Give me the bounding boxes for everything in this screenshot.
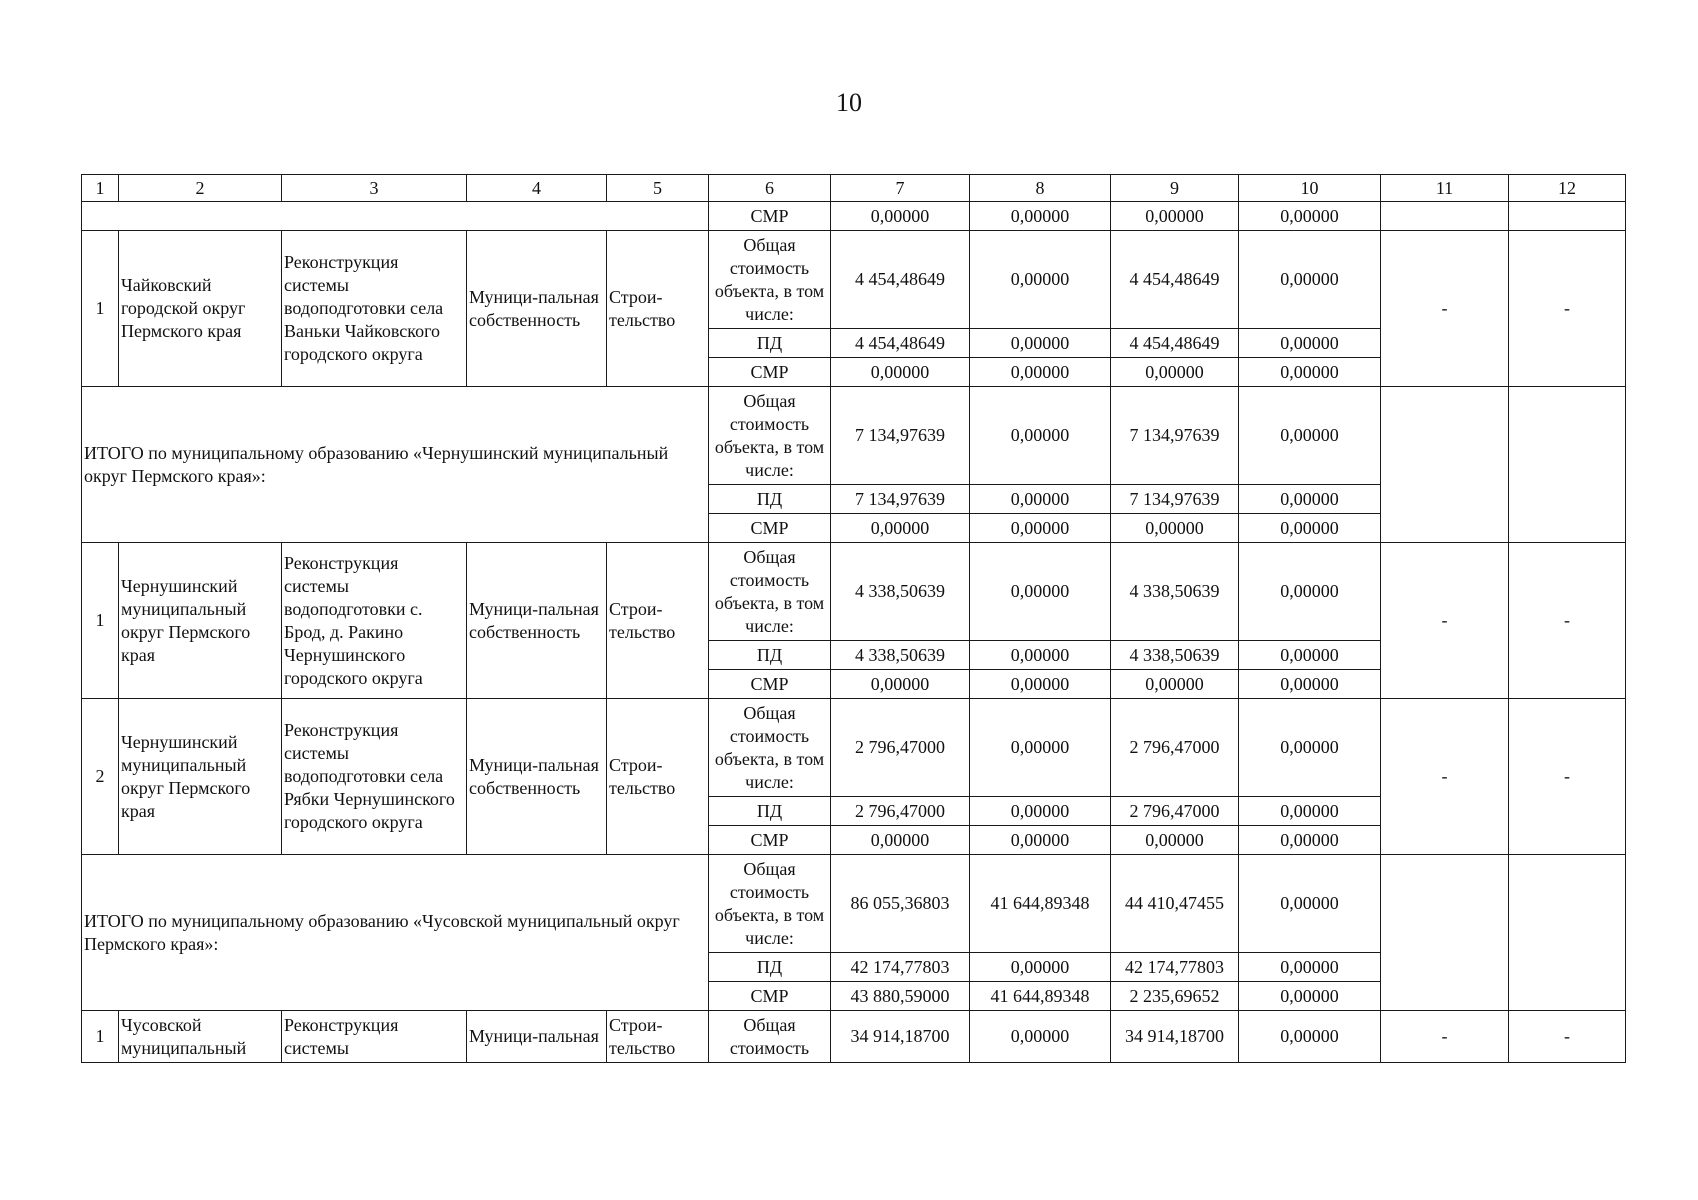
column-header: 3 xyxy=(282,175,467,202)
empty-cell xyxy=(1381,387,1509,543)
value-cell: 0,00000 xyxy=(1239,202,1381,231)
total-row xyxy=(82,855,1626,953)
value-cell: 4 454,48649 xyxy=(831,329,970,358)
total-cost-label: Общая стоимость объекта, в том числе: xyxy=(709,231,831,329)
dash-cell: - xyxy=(1381,231,1509,387)
object-row xyxy=(82,231,1626,329)
value-cell: 2 796,47000 xyxy=(1111,699,1239,797)
dash-cell: - xyxy=(1509,1011,1626,1063)
value-cell: 0,00000 xyxy=(1111,202,1239,231)
ownership-cell: Муници-пальная собственность xyxy=(467,543,607,699)
column-header: 4 xyxy=(467,175,607,202)
value-cell: 42 174,77803 xyxy=(1111,953,1239,982)
total-cost-label: Общая стоимость объекта, в том числе: xyxy=(709,387,831,485)
column-header: 5 xyxy=(607,175,709,202)
value-cell: 86 055,36803 xyxy=(831,855,970,953)
cost-type-cell: СМР xyxy=(709,358,831,387)
value-cell: 0,00000 xyxy=(970,641,1111,670)
total-label: ИТОГО по муниципальному образованию «Чернушинский муниципальный округ Пермского края»: xyxy=(82,387,709,543)
value-cell: 0,00000 xyxy=(970,329,1111,358)
value-cell: 0,00000 xyxy=(1239,641,1381,670)
municipality-cell: Чернушинский муниципальный округ Пермского края xyxy=(119,699,282,855)
value-cell: 0,00000 xyxy=(970,485,1111,514)
value-cell: 34 914,18700 xyxy=(831,1011,970,1063)
value-cell: 0,00000 xyxy=(1111,670,1239,699)
cost-type-cell: СМР xyxy=(709,202,831,231)
column-number-row xyxy=(82,175,1626,202)
value-cell: 0,00000 xyxy=(1111,514,1239,543)
value-cell: 0,00000 xyxy=(1239,855,1381,953)
value-cell: 4 338,50639 xyxy=(831,543,970,641)
value-cell: 0,00000 xyxy=(1111,826,1239,855)
value-cell: 0,00000 xyxy=(1239,982,1381,1011)
column-header: 7 xyxy=(831,175,970,202)
value-cell: 0,00000 xyxy=(831,202,970,231)
continuation-blank xyxy=(82,202,709,231)
cost-type-cell: СМР xyxy=(709,514,831,543)
value-cell: 4 454,48649 xyxy=(1111,231,1239,329)
value-cell: 7 134,97639 xyxy=(831,387,970,485)
value-cell: 0,00000 xyxy=(970,202,1111,231)
value-cell: 7 134,97639 xyxy=(1111,485,1239,514)
empty-cell xyxy=(1381,202,1509,231)
total-cost-label: Общая стоимость объекта, в том числе: xyxy=(709,699,831,797)
total-cost-label: Общая стоимость объекта, в том числе: xyxy=(709,855,831,953)
cost-type-cell: ПД xyxy=(709,953,831,982)
dash-cell: - xyxy=(1381,543,1509,699)
value-cell: 0,00000 xyxy=(970,826,1111,855)
value-cell: 0,00000 xyxy=(1239,231,1381,329)
municipality-cell: Чусовской муниципальный xyxy=(119,1011,282,1063)
value-cell: 0,00000 xyxy=(1239,329,1381,358)
municipality-cell: Чернушинский муниципальный округ Пермского края xyxy=(119,543,282,699)
value-cell: 4 338,50639 xyxy=(1111,543,1239,641)
value-cell: 0,00000 xyxy=(1239,543,1381,641)
value-cell: 0,00000 xyxy=(1239,826,1381,855)
object-row xyxy=(82,543,1626,641)
page-number: 10 xyxy=(836,88,862,117)
value-cell: 41 644,89348 xyxy=(970,855,1111,953)
total-row xyxy=(82,387,1626,485)
cost-type-cell: ПД xyxy=(709,329,831,358)
ownership-cell: Муници-пальная xyxy=(467,1011,607,1063)
cost-type-cell: ПД xyxy=(709,641,831,670)
ownership-cell: Муници-пальная собственность xyxy=(467,231,607,387)
object-row xyxy=(82,1011,1626,1063)
row-number: 1 xyxy=(82,231,119,387)
value-cell: 41 644,89348 xyxy=(970,982,1111,1011)
value-cell: 0,00000 xyxy=(1239,358,1381,387)
value-cell: 0,00000 xyxy=(970,543,1111,641)
value-cell: 0,00000 xyxy=(1239,1011,1381,1063)
total-label: ИТОГО по муниципальному образованию «Чусовской муниципальный округ Пермского края»: xyxy=(82,855,709,1011)
value-cell: 0,00000 xyxy=(831,670,970,699)
object-name-cell: Реконструкция системы xyxy=(282,1011,467,1063)
value-cell: 4 338,50639 xyxy=(1111,641,1239,670)
value-cell: 0,00000 xyxy=(970,670,1111,699)
row-number: 2 xyxy=(82,699,119,855)
dash-cell: - xyxy=(1509,543,1626,699)
cost-type-cell: СМР xyxy=(709,982,831,1011)
empty-cell xyxy=(1509,855,1626,1011)
column-header: 10 xyxy=(1239,175,1381,202)
column-header: 1 xyxy=(82,175,119,202)
object-name-cell: Реконструкция системы водоподготовки села Рябки Чернушинского городского округа xyxy=(282,699,467,855)
row-number: 1 xyxy=(82,543,119,699)
object-row xyxy=(82,699,1626,797)
value-cell: 0,00000 xyxy=(1239,699,1381,797)
value-cell: 42 174,77803 xyxy=(831,953,970,982)
value-cell: 2 796,47000 xyxy=(831,797,970,826)
work-type-cell: Строи-тельство xyxy=(607,543,709,699)
value-cell: 0,00000 xyxy=(1239,797,1381,826)
value-cell: 0,00000 xyxy=(970,953,1111,982)
work-type-cell: Строи-тельство xyxy=(607,699,709,855)
value-cell: 34 914,18700 xyxy=(1111,1011,1239,1063)
continuation-row xyxy=(82,202,1626,231)
value-cell: 0,00000 xyxy=(1111,358,1239,387)
empty-cell xyxy=(1381,855,1509,1011)
total-cost-label: Общая стоимость xyxy=(709,1011,831,1063)
value-cell: 0,00000 xyxy=(970,231,1111,329)
value-cell: 0,00000 xyxy=(831,514,970,543)
object-name-cell: Реконструкция системы водоподготовки села Ваньки Чайковского городского округа xyxy=(282,231,467,387)
object-name-cell: Реконструкция системы водоподготовки с. Брод, д. Ракино Чернушинского городского округа xyxy=(282,543,467,699)
value-cell: 2 796,47000 xyxy=(831,699,970,797)
cost-type-cell: ПД xyxy=(709,797,831,826)
value-cell: 0,00000 xyxy=(831,358,970,387)
column-header: 12 xyxy=(1509,175,1626,202)
column-header: 2 xyxy=(119,175,282,202)
empty-cell xyxy=(1509,387,1626,543)
cost-type-cell: СМР xyxy=(709,670,831,699)
work-type-cell: Строи-тельство xyxy=(607,231,709,387)
value-cell: 0,00000 xyxy=(970,387,1111,485)
value-cell: 0,00000 xyxy=(970,358,1111,387)
value-cell: 0,00000 xyxy=(970,699,1111,797)
value-cell: 0,00000 xyxy=(970,797,1111,826)
value-cell: 44 410,47455 xyxy=(1111,855,1239,953)
column-header: 9 xyxy=(1111,175,1239,202)
cost-type-cell: ПД xyxy=(709,485,831,514)
empty-cell xyxy=(1509,202,1626,231)
cost-type-cell: СМР xyxy=(709,826,831,855)
dash-cell: - xyxy=(1381,1011,1509,1063)
dash-cell: - xyxy=(1381,699,1509,855)
municipality-cell: Чайковский городской округ Пермского края xyxy=(119,231,282,387)
value-cell: 4 454,48649 xyxy=(831,231,970,329)
value-cell: 0,00000 xyxy=(1239,670,1381,699)
row-number: 1 xyxy=(82,1011,119,1063)
column-header: 6 xyxy=(709,175,831,202)
total-cost-label: Общая стоимость объекта, в том числе: xyxy=(709,543,831,641)
dash-cell: - xyxy=(1509,699,1626,855)
value-cell: 4 338,50639 xyxy=(831,641,970,670)
value-cell: 0,00000 xyxy=(970,514,1111,543)
dash-cell: - xyxy=(1509,231,1626,387)
value-cell: 2 235,69652 xyxy=(1111,982,1239,1011)
funding-table xyxy=(81,174,1626,1063)
value-cell: 0,00000 xyxy=(970,1011,1111,1063)
column-header: 11 xyxy=(1381,175,1509,202)
ownership-cell: Муници-пальная собственность xyxy=(467,699,607,855)
value-cell: 0,00000 xyxy=(1239,514,1381,543)
value-cell: 43 880,59000 xyxy=(831,982,970,1011)
value-cell: 0,00000 xyxy=(1239,485,1381,514)
value-cell: 0,00000 xyxy=(831,826,970,855)
work-type-cell: Строи-тельство xyxy=(607,1011,709,1063)
value-cell: 0,00000 xyxy=(1239,953,1381,982)
value-cell: 7 134,97639 xyxy=(1111,387,1239,485)
column-header: 8 xyxy=(970,175,1111,202)
value-cell: 4 454,48649 xyxy=(1111,329,1239,358)
value-cell: 2 796,47000 xyxy=(1111,797,1239,826)
value-cell: 0,00000 xyxy=(1239,387,1381,485)
value-cell: 7 134,97639 xyxy=(831,485,970,514)
